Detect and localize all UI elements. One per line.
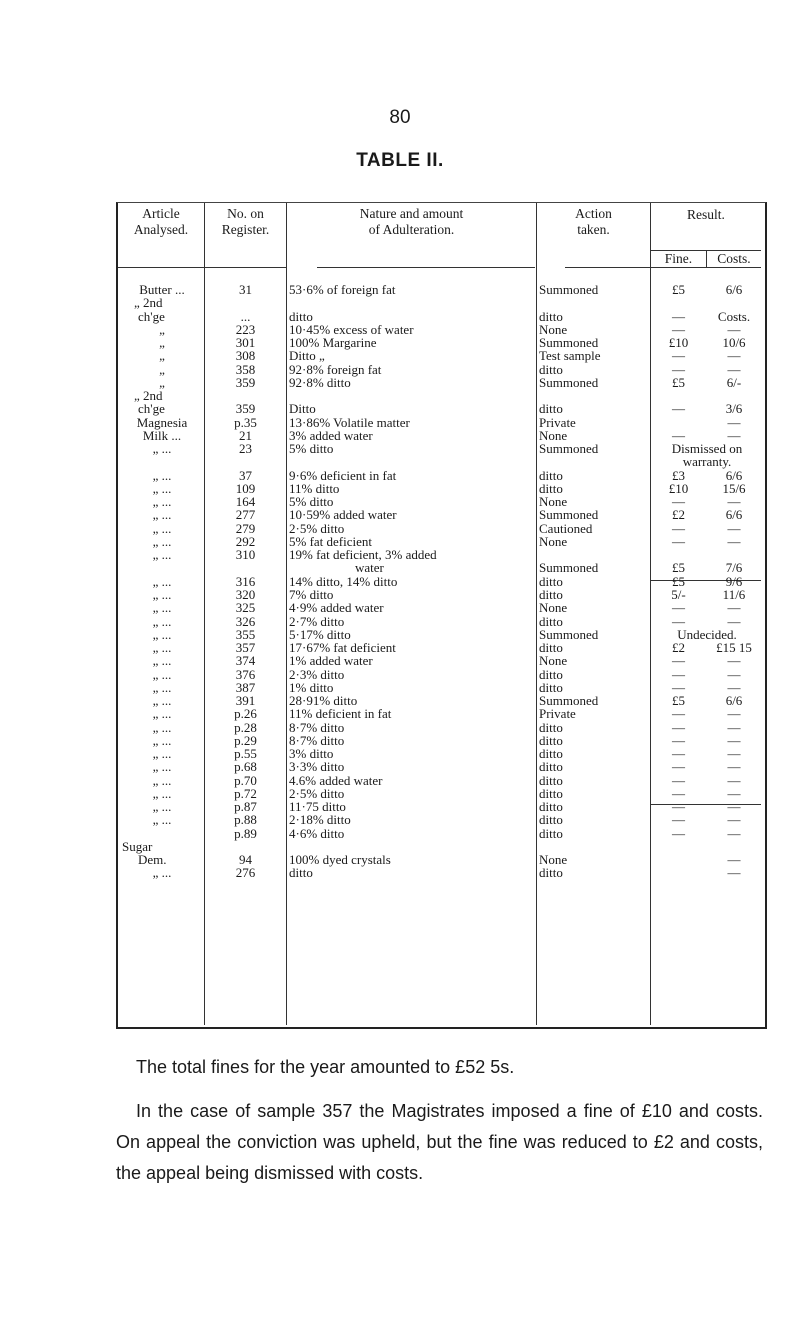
cell-register: 325 — [235, 600, 256, 616]
cell-article: „ ... — [152, 626, 172, 642]
cell-fine: £2 — [672, 507, 685, 523]
cell-nature: 14% ditto, 14% ditto — [289, 573, 398, 589]
cell-register: 308 — [235, 348, 256, 364]
cell-costs: — — [727, 613, 741, 629]
cell-action: ditto — [539, 480, 563, 496]
cell-costs: 3/6 — [725, 401, 743, 417]
cell-register: 23 — [239, 441, 252, 457]
cell-article: „ — [159, 374, 165, 390]
cell-nature: 10·45% excess of water — [289, 321, 414, 337]
header-rule — [651, 267, 761, 268]
cell-action: ditto — [539, 785, 563, 801]
cell-article: „ — [159, 348, 165, 364]
header-result: Result. — [687, 207, 725, 222]
cell-register: 359 — [235, 401, 256, 417]
cell-fine: — — [672, 308, 685, 324]
cell-article: Milk ... — [142, 427, 182, 443]
cell-register: p.68 — [234, 759, 257, 775]
cell-register: 316 — [235, 573, 256, 589]
cell-register: 21 — [239, 427, 252, 443]
cell-nature: 92·8% ditto — [289, 374, 351, 390]
result-span-note: Dismissed on — [671, 441, 743, 457]
cell-nature: 2·7% ditto — [289, 613, 345, 629]
cell-nature: water — [355, 560, 384, 576]
cell-fine: — — [672, 759, 685, 775]
cell-fine: £3 — [672, 467, 685, 483]
cell-costs: — — [727, 825, 741, 841]
cell-action: ditto — [539, 746, 563, 762]
cell-article: „ ... — [152, 507, 172, 523]
cell-nature: 7% ditto — [289, 586, 334, 602]
cell-article: „ ... — [152, 666, 172, 682]
cell-action: ditto — [539, 732, 563, 748]
cell-fine: — — [672, 348, 685, 364]
cell-register: 31 — [239, 282, 252, 297]
cell-fine: £5 — [672, 374, 685, 390]
cell-costs: £15 15 — [716, 640, 752, 656]
cell-costs: — — [727, 361, 741, 377]
cell-register: 164 — [235, 494, 256, 510]
cell-action: Test sample — [539, 348, 601, 364]
cell-fine: £10 — [668, 335, 689, 351]
cell-costs: 10/6 — [722, 335, 746, 351]
cell-fine: — — [672, 732, 685, 748]
cell-nature: 2·5% ditto — [289, 785, 345, 801]
cell-action: ditto — [539, 401, 563, 417]
cell-fine: — — [672, 533, 685, 549]
cell-action: ditto — [539, 679, 563, 695]
cell-register: 355 — [235, 626, 256, 642]
cell-article: „ ... — [152, 547, 172, 563]
cell-action: ditto — [539, 666, 563, 682]
cell-costs: — — [727, 746, 741, 762]
cell-action: ditto — [539, 467, 563, 483]
cell-nature: 1% added water — [289, 653, 373, 669]
cell-article: „ ... — [152, 759, 172, 775]
cell-action: ditto — [539, 865, 563, 881]
header-rule — [205, 267, 286, 268]
cell-article: „ — [159, 361, 165, 377]
header-register: No. on Register. — [221, 206, 270, 237]
cell-action: ditto — [539, 759, 563, 775]
cell-article: „ ... — [152, 799, 172, 815]
cell-fine: — — [672, 772, 685, 788]
cell-register: 276 — [235, 865, 256, 881]
cell-nature: 28·91% ditto — [289, 693, 358, 709]
cell-costs: 15/6 — [722, 480, 746, 496]
cell-article: „ 2nd — [134, 295, 163, 311]
cell-article: „ ... — [152, 520, 172, 536]
cell-nature: 2·3% ditto — [289, 666, 345, 682]
cell-costs: 6/6 — [725, 507, 743, 523]
cell-action: ditto — [539, 308, 563, 324]
cell-article: „ ... — [152, 441, 172, 457]
cell-nature: 11% ditto — [289, 480, 340, 496]
cell-costs: 6/6 — [725, 282, 743, 297]
cell-action: ditto — [539, 772, 563, 788]
cell-register: p.26 — [234, 706, 257, 722]
cell-article: Butter ... — [139, 282, 185, 297]
cell-nature: 100% dyed crystals — [289, 852, 391, 868]
cell-action: ditto — [539, 719, 563, 735]
column-divider — [286, 203, 287, 1025]
cell-article: „ ... — [152, 719, 172, 735]
cell-fine: — — [672, 666, 685, 682]
cell-costs: — — [727, 865, 741, 881]
cell-action: Summoned — [539, 507, 599, 523]
cell-costs: — — [727, 533, 741, 549]
cell-action: ditto — [539, 825, 563, 841]
cell-nature: 5% fat deficient — [289, 533, 373, 549]
cell-article: „ ... — [152, 746, 172, 762]
cell-fine: — — [672, 812, 685, 828]
adulteration-table — [116, 202, 767, 1029]
cell-article: „ ... — [152, 494, 172, 510]
cell-article: „ ... — [152, 573, 172, 589]
cell-nature: 19% fat deficient, 3% added — [289, 547, 437, 563]
cell-costs: — — [727, 666, 741, 682]
cell-costs: Costs. — [717, 308, 751, 324]
cell-fine: — — [672, 321, 685, 337]
cell-fine: — — [672, 520, 685, 536]
cell-action: Summoned — [539, 560, 599, 576]
cell-fine: — — [672, 361, 685, 377]
cell-article: „ ... — [152, 586, 172, 602]
total-fines-paragraph: The total fines for the year amounted to £52 5s. — [136, 1057, 515, 1077]
cell-action: ditto — [539, 573, 563, 589]
cell-costs: — — [727, 414, 741, 430]
header-rule — [565, 267, 650, 268]
cell-article: Sugar — [122, 838, 153, 854]
cell-nature: 9·6% deficient in fat — [289, 467, 397, 483]
cell-nature: 8·7% ditto — [289, 732, 345, 748]
cell-action: Summoned — [539, 626, 599, 642]
cell-register: 94 — [239, 852, 252, 868]
cell-nature: 5% ditto — [289, 494, 334, 510]
header-fine: Fine. — [664, 251, 693, 266]
cell-register: 376 — [235, 666, 256, 682]
cell-nature: ditto — [289, 865, 313, 881]
cell-register: 391 — [235, 693, 256, 709]
cell-article: Magnesia — [136, 414, 188, 430]
cell-fine: — — [672, 746, 685, 762]
cell-register: p.88 — [234, 812, 257, 828]
cell-costs: — — [727, 719, 741, 735]
cell-register: 310 — [235, 547, 256, 563]
cell-costs: 7/6 — [725, 560, 743, 576]
cell-nature: 4·9% added water — [289, 600, 384, 616]
cell-nature: 10·59% added water — [289, 507, 397, 523]
column-divider — [536, 203, 537, 1025]
cell-article: „ ... — [152, 732, 172, 748]
cell-article: „ ... — [152, 812, 172, 828]
cell-action: ditto — [539, 586, 563, 602]
cell-costs: — — [727, 799, 741, 815]
cell-article: „ ... — [152, 772, 172, 788]
cell-action: ditto — [539, 640, 563, 656]
cell-register: 357 — [235, 640, 256, 656]
cell-action: None — [539, 494, 568, 510]
cell-costs: 11/6 — [722, 586, 746, 602]
cell-register: ... — [240, 308, 251, 324]
cell-action: Private — [539, 706, 576, 722]
cell-article: „ ... — [152, 600, 172, 616]
cell-register: p.55 — [234, 746, 257, 762]
cell-nature: ditto — [289, 308, 313, 324]
cell-action: Private — [539, 414, 576, 430]
cell-action: None — [539, 852, 568, 868]
cell-costs: — — [727, 653, 741, 669]
cell-fine: — — [672, 494, 685, 510]
cell-article: „ — [159, 321, 165, 337]
cell-fine: £5 — [672, 573, 685, 589]
table-title: TABLE II. — [356, 150, 444, 171]
cell-action: Summoned — [539, 693, 599, 709]
cell-article: „ — [159, 335, 165, 351]
header-rule — [317, 267, 535, 268]
cell-costs: — — [727, 321, 741, 337]
cell-costs: 6/6 — [725, 467, 743, 483]
cell-register: p.28 — [234, 719, 257, 735]
cell-register: 320 — [235, 586, 256, 602]
cell-article: „ ... — [152, 467, 172, 483]
cell-fine: £2 — [672, 640, 685, 656]
cell-fine: £5 — [672, 282, 685, 297]
cell-fine: — — [672, 719, 685, 735]
cell-register: p.87 — [234, 799, 257, 815]
cell-article: ch'ge — [138, 401, 165, 417]
cell-costs: — — [727, 772, 741, 788]
cell-fine: £5 — [672, 560, 685, 576]
cell-fine: — — [672, 679, 685, 695]
cell-register: 374 — [235, 653, 256, 669]
cell-action: Cautioned — [539, 520, 593, 536]
page-number: 80 — [389, 107, 411, 128]
cell-article: Dem. — [138, 852, 167, 868]
cell-action: ditto — [539, 799, 563, 815]
cell-costs: — — [727, 759, 741, 775]
cell-nature: 5% ditto — [289, 441, 334, 457]
cell-nature: 2·5% ditto — [289, 520, 345, 536]
cell-fine: — — [672, 653, 685, 669]
cell-register: 37 — [239, 467, 252, 483]
cell-article: „ ... — [152, 785, 172, 801]
cell-costs: 9/6 — [725, 573, 743, 589]
cell-costs: — — [727, 600, 741, 616]
cell-costs: — — [727, 348, 741, 364]
cell-costs: — — [727, 706, 741, 722]
cell-costs: — — [727, 494, 741, 510]
cell-nature: 92·8% foreign fat — [289, 361, 382, 377]
header-article: Article Analysed. — [133, 206, 189, 237]
cell-nature: 5·17% ditto — [289, 626, 351, 642]
cell-register: p.89 — [234, 825, 257, 841]
cell-action: Summoned — [539, 374, 599, 390]
cell-article: „ ... — [152, 865, 172, 881]
cell-nature: 3% ditto — [289, 746, 334, 762]
cell-nature: 3% added water — [289, 427, 373, 443]
cell-register: 301 — [235, 335, 256, 351]
cell-costs: 6/- — [726, 374, 742, 390]
cell-nature: Ditto — [289, 401, 316, 417]
header-action: Action taken. — [575, 206, 612, 237]
cell-fine: — — [672, 799, 685, 815]
cell-register: 279 — [235, 520, 256, 536]
cell-article: „ ... — [152, 679, 172, 695]
cell-register: 358 — [235, 361, 256, 377]
header-rule — [118, 267, 204, 268]
cell-register: p.72 — [234, 785, 257, 801]
result-span-note: warranty. — [682, 454, 732, 470]
cell-nature: 8·7% ditto — [289, 719, 345, 735]
cell-fine: — — [672, 785, 685, 801]
cell-nature: 1% ditto — [289, 679, 334, 695]
cell-costs: — — [727, 732, 741, 748]
cell-nature: 13·86% Volatile matter — [289, 414, 410, 430]
cell-register: 387 — [235, 679, 256, 695]
cell-article: „ ... — [152, 480, 172, 496]
cell-nature: 3·3% ditto — [289, 759, 345, 775]
cell-action: ditto — [539, 812, 563, 828]
sample-357-paragraph: In the case of sample 357 the Magistrates imposed a fine of £10 and costs. On appeal the conviction was upheld, but the fine was reduced to £2 and costs, the appeal being dismissed with costs. — [116, 1101, 763, 1183]
cell-fine: — — [672, 825, 685, 841]
cell-register: 359 — [235, 374, 256, 390]
cell-nature: 11·75 ditto — [289, 799, 346, 815]
cell-action: None — [539, 321, 568, 337]
cell-action: Summoned — [539, 282, 599, 297]
cell-fine: £10 — [668, 480, 689, 496]
cell-fine: — — [672, 706, 685, 722]
cell-costs: — — [727, 852, 741, 868]
header-costs: Costs. — [717, 251, 751, 266]
cell-costs: — — [727, 812, 741, 828]
cell-action: Summoned — [539, 441, 599, 457]
cell-register: 109 — [235, 480, 256, 496]
cell-register: 277 — [235, 507, 256, 523]
cell-register: p.70 — [234, 772, 257, 788]
cell-action: None — [539, 533, 568, 549]
cell-article: „ ... — [152, 706, 172, 722]
cell-costs: — — [727, 427, 741, 443]
cell-article: „ ... — [152, 613, 172, 629]
cell-costs: — — [727, 679, 741, 695]
cell-nature: 17·67% fat deficient — [289, 640, 396, 656]
cell-action: ditto — [539, 361, 563, 377]
cell-nature: 4·6% ditto — [289, 825, 345, 841]
cell-costs: 6/6 — [725, 693, 743, 709]
cell-article: ch'ge — [138, 308, 165, 324]
cell-register: 223 — [235, 321, 256, 337]
cell-nature: 11% deficient in fat — [289, 706, 392, 722]
cell-register: p.35 — [234, 414, 257, 430]
cell-action: None — [539, 653, 568, 669]
cell-action: None — [539, 600, 568, 616]
cell-nature: 100% Margarine — [289, 335, 377, 351]
cell-nature: 53·6% of foreign fat — [289, 282, 396, 297]
cell-fine: — — [672, 401, 685, 417]
cell-action: Summoned — [539, 335, 599, 351]
cell-action: ditto — [539, 613, 563, 629]
cell-article: „ ... — [152, 640, 172, 656]
cell-fine: — — [672, 613, 685, 629]
cell-fine: 5/- — [671, 586, 686, 602]
cell-register: p.29 — [234, 732, 257, 748]
cell-costs: — — [727, 785, 741, 801]
cell-nature: Ditto „ — [289, 348, 325, 364]
cell-register: 326 — [235, 613, 256, 629]
cell-article: „ ... — [152, 653, 172, 669]
header-nature: Nature and amount of Adulteration. — [359, 206, 464, 237]
cell-nature: 4.6% added water — [289, 772, 383, 788]
result-span-note: Undecided. — [677, 626, 737, 642]
cell-register: 292 — [235, 533, 256, 549]
cell-costs: — — [727, 520, 741, 536]
cell-fine: £5 — [672, 693, 685, 709]
cell-nature: 2·18% ditto — [289, 812, 351, 828]
cell-article: „ 2nd — [134, 388, 163, 404]
cell-article: „ ... — [152, 693, 172, 709]
cell-fine: — — [672, 600, 685, 616]
cell-article: „ ... — [152, 533, 172, 549]
cell-fine: — — [672, 427, 685, 443]
cell-action: None — [539, 427, 568, 443]
